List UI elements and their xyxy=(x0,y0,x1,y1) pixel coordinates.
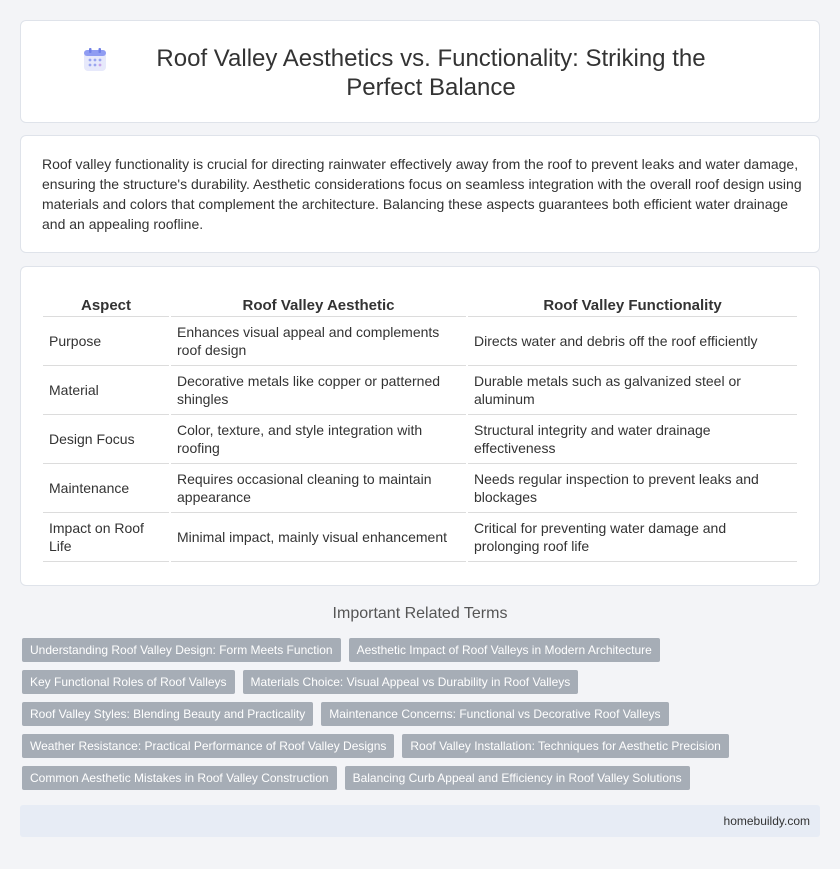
table-cell: Critical for preventing water damage and prolonging roof life xyxy=(468,513,797,562)
comparison-table-card xyxy=(20,266,820,586)
table-cell: Directs water and debris off the roof efficiently xyxy=(468,317,797,366)
related-term-link[interactable]: Aesthetic Impact of Roof Valleys in Modern Architecture xyxy=(349,638,660,662)
table-row xyxy=(43,366,797,415)
table-cell: Enhances visual appeal and complements roof design xyxy=(171,317,466,366)
column-header-aesthetic: Roof Valley Aesthetic xyxy=(171,293,466,317)
table-row xyxy=(43,317,797,366)
table-cell: Purpose xyxy=(43,317,169,366)
table-cell: Durable metals such as galvanized steel or aluminum xyxy=(468,366,797,415)
column-header-aspect: Aspect xyxy=(43,293,169,317)
footer-site-link[interactable]: homebuildy.com xyxy=(723,814,810,828)
column-header-functionality: Roof Valley Functionality xyxy=(468,293,797,317)
related-term-link[interactable]: Understanding Roof Valley Design: Form Meets Function xyxy=(22,638,341,662)
table-cell: Design Focus xyxy=(43,415,169,464)
page-title: Roof Valley Aesthetics vs. Functionality: Striking the Perfect Balance xyxy=(156,44,706,101)
table-row xyxy=(43,415,797,464)
related-term-link[interactable]: Roof Valley Styles: Blending Beauty and Practicality xyxy=(22,702,313,726)
table-header-row xyxy=(43,293,797,317)
table-cell: Needs regular inspection to prevent leaks and blockages xyxy=(468,464,797,513)
table-cell: Impact on Roof Life xyxy=(43,513,169,562)
footer xyxy=(20,805,820,837)
table-cell: Maintenance xyxy=(43,464,169,513)
related-term-link[interactable]: Weather Resistance: Practical Performance of Roof Valley Designs xyxy=(22,734,394,758)
table-cell: Minimal impact, mainly visual enhancement xyxy=(171,513,466,562)
intro-card xyxy=(20,135,820,253)
related-terms-title: Important Related Terms xyxy=(332,605,508,622)
table-row xyxy=(43,513,797,562)
related-term-link[interactable]: Materials Choice: Visual Appeal vs Durability in Roof Valleys xyxy=(243,670,579,694)
table-cell: Decorative metals like copper or patterned shingles xyxy=(171,366,466,415)
comparison-table xyxy=(41,293,799,562)
table-cell: Material xyxy=(43,366,169,415)
table-row xyxy=(43,464,797,513)
table-cell: Requires occasional cleaning to maintain appearance xyxy=(171,464,466,513)
related-term-link[interactable]: Maintenance Concerns: Functional vs Decorative Roof Valleys xyxy=(321,702,668,726)
related-term-link[interactable]: Balancing Curb Appeal and Efficiency in Roof Valley Solutions xyxy=(345,766,690,790)
table-cell: Color, texture, and style integration with roofing xyxy=(171,415,466,464)
related-terms-list xyxy=(22,638,822,798)
intro-paragraph: Roof valley functionality is crucial for directing rainwater effectively away from the roof to prevent leaks and water damage, ensuring the structure's durability. Aesthetic considerations focus on seamless integration with the overall roof design using materials and colors that complement the architecture. Balancing these aspects guarantees both efficient water drainage and an appealing roofline. xyxy=(42,156,802,232)
related-term-link[interactable]: Key Functional Roles of Roof Valleys xyxy=(22,670,235,694)
related-term-link[interactable]: Roof Valley Installation: Techniques for Aesthetic Precision xyxy=(402,734,728,758)
related-term-link[interactable]: Common Aesthetic Mistakes in Roof Valley Construction xyxy=(22,766,337,790)
header-card xyxy=(20,20,820,123)
table-cell: Structural integrity and water drainage effectiveness xyxy=(468,415,797,464)
